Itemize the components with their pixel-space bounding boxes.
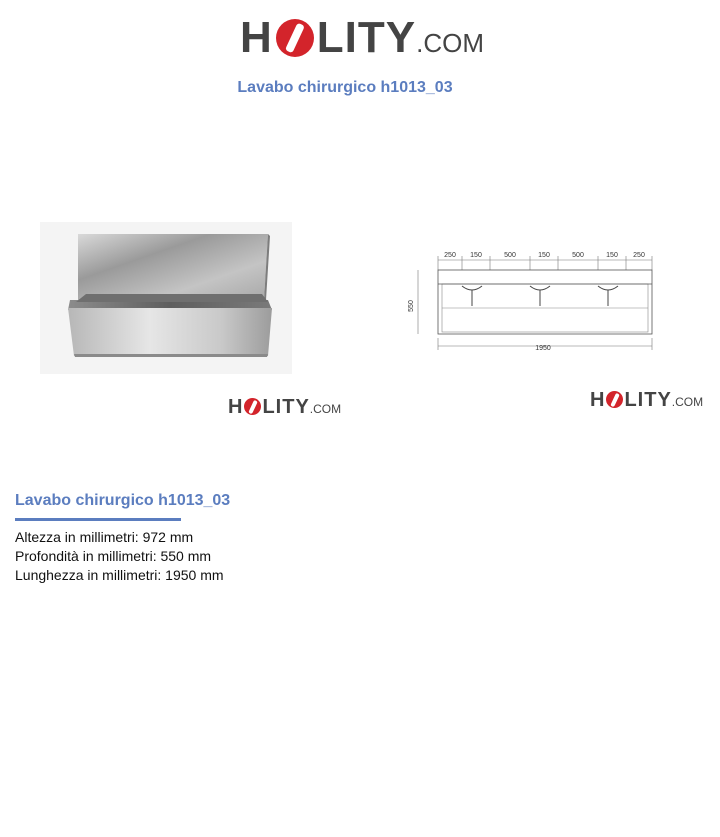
logo-text-h: H	[240, 13, 273, 62]
spec-depth: Profondità in millimetri: 550 mm	[15, 548, 212, 564]
dim-height: 550	[408, 300, 415, 312]
logo-text-com: .COM	[309, 402, 342, 416]
logo-o-icon	[606, 391, 623, 408]
holity-logo-small[interactable]	[590, 389, 703, 410]
section-divider	[15, 518, 181, 521]
dim-top-0: 250	[444, 252, 456, 259]
logo-text-h: H	[228, 396, 244, 418]
logo-text-lity: LITY	[316, 13, 417, 62]
dim-top-3: 150	[538, 252, 550, 259]
product-photo	[40, 222, 292, 374]
spec-length: Lunghezza in millimetri: 1950 mm	[15, 567, 224, 583]
dim-top-4: 500	[572, 252, 584, 259]
holity-logo-small[interactable]	[228, 396, 341, 417]
page-title: Lavabo chirurgico h1013_03	[237, 79, 453, 96]
logo-o-icon	[244, 398, 261, 415]
logo-text-com: .COM	[416, 28, 484, 58]
logo-o-icon	[276, 19, 314, 57]
dim-top-1: 150	[470, 252, 482, 259]
dim-width: 1950	[535, 345, 551, 352]
logo-text-com: .COM	[671, 395, 704, 409]
dim-top-2: 500	[504, 252, 516, 259]
logo-text-lity: LITY	[624, 389, 672, 411]
logo-text-h: H	[590, 389, 606, 411]
dim-top-6: 250	[633, 252, 645, 259]
spec-height: Altezza in millimetri: 972 mm	[15, 529, 194, 545]
holity-logo[interactable]	[240, 14, 484, 60]
technical-drawing	[402, 246, 660, 358]
section-title: Lavabo chirurgico h1013_03	[15, 492, 231, 509]
dim-top-5: 150	[606, 252, 618, 259]
logo-text-lity: LITY	[262, 396, 310, 418]
